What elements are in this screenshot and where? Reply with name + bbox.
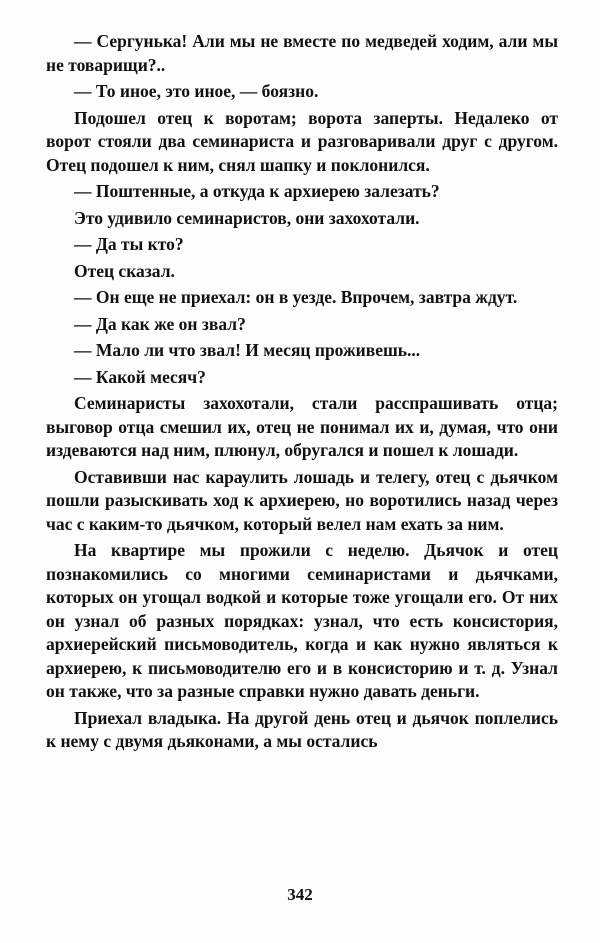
paragraph-12: Семинаристы захохотали, стали расспрашивать отца; выговор отца смешил их, отец не понимал их и, думая, что они издеваются над ним, плюнул, обругался и пошел к лошади. bbox=[46, 393, 558, 460]
paragraph-10: — Мало ли что звал! И месяц проживешь... bbox=[74, 340, 421, 360]
page-text bbox=[46, 30, 558, 757]
paragraph-4: — Поштенные, а откуда к архиерею залезать? bbox=[74, 181, 440, 201]
paragraph-9: — Да как же он звал? bbox=[74, 313, 246, 334]
paragraph-8: — Он еще не приехал: он в уезде. Впрочем, завтра ждут. bbox=[74, 287, 518, 307]
paragraph-13: Оставивши нас караулить лошадь и телегу, отец с дьячком пошли разыскивать ход к архиерею, но воротились назад через час с каким-то дьячком, который велел нам ехать за ним. bbox=[46, 466, 558, 534]
paragraph-6: — Да ты кто? bbox=[74, 234, 184, 254]
paragraph-11: — Какой месяч? bbox=[74, 366, 206, 387]
paragraph-3: Подошел отец к воротам; ворота заперты. Недалеко от ворот стояли два семинариста и разговаривали друг с другом. Отец подошел к ним, снял шапку и поклонился. bbox=[46, 107, 558, 175]
paragraph-7: Отец сказал. bbox=[74, 260, 175, 281]
paragraph-14: На квартире мы прожили с неделю. Дьячок и отец познакомились со многими семинаристами и дьячками, которых он угощал водкой и которые тоже угощали его. От них он узнал об разных порядках: узнал, что есть консистория, архиерейский письмоводитель, когда и как нужно являться к архиерею, к письмоводителю его и в консисторию и т. д. Узнал он также, что за разные справки нужно давать деньги. bbox=[46, 540, 558, 701]
paragraph-1: — Сергунька! Али мы не вместе по медведей ходим, али мы не товарищи?.. bbox=[46, 31, 558, 75]
paragraph-15: Приехал владыка. На другой день отец и дьячок поплелись к нему с двумя дьяконами, а мы остались bbox=[46, 707, 558, 751]
paragraph-5: Это удивило семинаристов, они захохотали. bbox=[74, 207, 420, 228]
page-number: 342 bbox=[287, 885, 313, 904]
paragraph-2: — То иное, это иное, — боязно. bbox=[74, 81, 319, 101]
